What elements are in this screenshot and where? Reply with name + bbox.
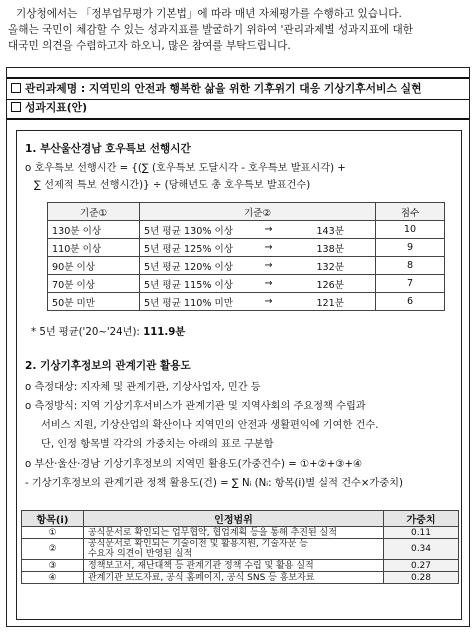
item-number: ④	[22, 572, 84, 584]
measurement-method-line1: o 측정방식: 지역 기상기후서비스가 관계기관 및 지역사회의 주요정책 수립과	[25, 401, 366, 412]
indicator-content	[16, 130, 462, 620]
col-criteria2: 기준②	[140, 203, 376, 221]
intro-line-1: 기상청에서는 「정부업무평가 기본법」에 따라 매년 자체평가를 수행하고 있습니다.	[16, 8, 402, 20]
criteria2-cell: 5년 평균 120% 이상	[140, 257, 252, 275]
task-header	[7, 77, 469, 100]
checkbox-square-icon	[11, 102, 21, 112]
weight-cell: 0.27	[384, 560, 459, 572]
criteria1-cell: 90분 이상	[48, 257, 140, 275]
arrow-icon: →	[252, 221, 286, 239]
range-line-2: 수요자 의견이 반영된 실적	[88, 549, 193, 559]
minutes-cell: 121분	[286, 293, 376, 311]
measurement-target: o 측정대상: 지자체 및 관계기관, 기상사업자, 민간 등	[25, 382, 261, 393]
intro-text	[8, 6, 470, 54]
intro-line-3: 대국민 의견을 수렴하고자 하오니, 많은 참여를 부탁드립니다.	[8, 40, 291, 52]
table-row	[22, 572, 459, 584]
col-score: 점수	[376, 203, 445, 221]
minutes-cell: 132분	[286, 257, 376, 275]
weight-table	[21, 510, 459, 584]
table-row	[48, 221, 445, 239]
criteria1-cell: 130분 이상	[48, 221, 140, 239]
note-value: 111.9분	[143, 327, 186, 338]
col-range: 인정범위	[84, 511, 384, 527]
indicator-label: 성과지표(안)	[25, 101, 88, 114]
weight-cell: 0.11	[384, 527, 459, 539]
score-cell: 10	[376, 221, 445, 239]
minutes-cell: 126분	[286, 275, 376, 293]
score-cell: 8	[376, 257, 445, 275]
usage-formula: o 부산·울산·경남 기상기후정보의 지역민 활용도(가중건수) = ①+②+③+④	[25, 459, 363, 470]
criteria2-cell: 5년 평균 115% 이상	[140, 275, 252, 293]
table-header-row	[48, 203, 445, 221]
item-number: ①	[22, 527, 84, 539]
criteria-table	[47, 202, 445, 311]
criteria2-cell: 5년 평균 130% 이상	[140, 221, 252, 239]
score-cell: 9	[376, 239, 445, 257]
section1-title: 1. 부산울산경남 호우특보 선행시간	[25, 143, 191, 155]
table-row	[48, 239, 445, 257]
table-row	[48, 257, 445, 275]
checkbox-square-icon	[11, 83, 21, 93]
item-number: ②	[22, 539, 84, 560]
range-cell	[84, 539, 384, 560]
range-cell: 관계기관 보도자료, 공식 홈페이지, 공식 SNS 등 홍보자료	[84, 572, 384, 584]
note-label: * 5년 평균('20~'24년):	[31, 327, 144, 338]
score-cell: 6	[376, 293, 445, 311]
arrow-icon: →	[252, 293, 286, 311]
task-name: 관리과제명 : 지역민의 안전과 행복한 삶을 위한 기후위기 대응 기상기후서비스 실현	[25, 82, 422, 95]
col-criteria1: 기준①	[48, 203, 140, 221]
table-row	[48, 293, 445, 311]
range-cell: 정책보고서, 재난대책 등 관계기관 정책 수립 및 활용 실적	[84, 560, 384, 572]
indicator-frame	[6, 67, 470, 627]
col-weight: 가중치	[384, 511, 459, 527]
criteria1-cell: 50분 미만	[48, 293, 140, 311]
score-cell: 7	[376, 275, 445, 293]
arrow-icon: →	[252, 275, 286, 293]
item-number: ③	[22, 560, 84, 572]
weight-cell: 0.28	[384, 572, 459, 584]
intro-line-2: 올해는 국민이 체감할 수 있는 성과지표를 발굴하기 위하여 '관리과제별 성과지표에 대한	[8, 24, 413, 36]
measurement-method-line3: 단, 인정 항목별 각각의 가중치는 아래의 표로 구분함	[41, 439, 274, 450]
indicator-header	[7, 98, 469, 120]
minutes-cell: 138분	[286, 239, 376, 257]
weight-cell: 0.34	[384, 539, 459, 560]
criteria1-cell: 110분 이상	[48, 239, 140, 257]
col-item: 항목(i)	[22, 511, 84, 527]
arrow-icon: →	[252, 239, 286, 257]
policy-usage-formula: - 기상기후정보의 관계기관 정책 활용도(건) = ∑ Nᵢ (Nᵢ: 항목(i)별 실적 건수×가중치)	[25, 478, 403, 489]
criteria2-cell: 5년 평균 125% 이상	[140, 239, 252, 257]
five-year-average-note	[31, 323, 185, 338]
section2-title: 2. 기상기후정보의 관계기관 활용도	[25, 360, 191, 372]
section1-formula-line2: ∑ 선제적 특보 선행시간)} ÷ (당해년도 총 호우특보 발표건수)	[34, 180, 311, 191]
criteria2-cell: 5년 평균 110% 미만	[140, 293, 252, 311]
measurement-method-line2: 서비스 지원, 기상산업의 확산이나 지역민의 안전과 생활편익에 기여한 건수.	[41, 420, 379, 431]
criteria1-cell: 70분 이상	[48, 275, 140, 293]
range-line-1: 공식문서로 확인되는 기술이전 및 활용지원, 기술자문 등	[88, 539, 308, 549]
table-row	[48, 275, 445, 293]
minutes-cell: 143분	[286, 221, 376, 239]
section1-formula-line1: o 호우특보 선행시간 = {(∑ (호우특보 도달시각 - 호우특보 발표시각) +	[25, 163, 346, 174]
arrow-icon: →	[252, 257, 286, 275]
table-row	[22, 527, 459, 539]
table-row	[22, 539, 459, 560]
table-header-row	[22, 511, 459, 527]
range-cell: 공식문서로 확인되는 업무협약, 협업계획 등을 통해 추진된 실적	[84, 527, 384, 539]
table-row	[22, 560, 459, 572]
